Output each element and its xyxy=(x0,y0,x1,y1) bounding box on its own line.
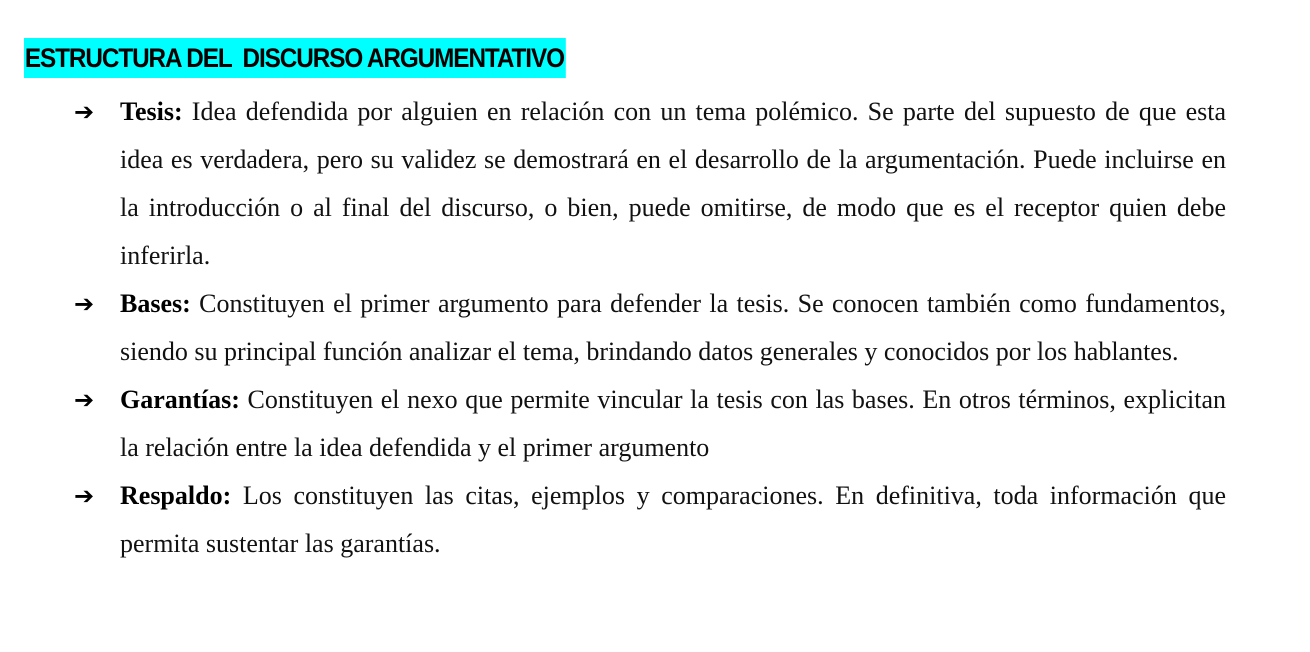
list-item-tesis xyxy=(74,88,1226,280)
list-item-bases xyxy=(74,280,1226,376)
term-definition: Idea defendida por alguien en relación con un tema polémico. Se parte del supuesto de que esta idea es verdadera, pero su validez se demostrará en el desarrollo de la argumentación. Puede incluirse en la introducción o al final del discurso, o bien, puede omitirse, de modo que es el receptor quien debe inferirla. xyxy=(120,97,1226,270)
term-label: Tesis: xyxy=(120,97,183,126)
arrow-bullet-icon: ➔ xyxy=(74,98,95,126)
term-label: Respaldo: xyxy=(120,481,232,510)
arrow-bullet-icon: ➔ xyxy=(74,482,95,510)
list-item-garantias xyxy=(74,376,1226,472)
section-heading: ESTRUCTURA DEL DISCURSO ARGUMENTATIVO xyxy=(24,38,566,78)
term-definition: Constituyen el primer argumento para defender la tesis. Se conocen también como fundamentos, siendo su principal función analizar el tema, brindando datos generales y conocidos por los hablantes. xyxy=(120,289,1226,366)
arrow-bullet-icon: ➔ xyxy=(74,386,95,414)
term-definition: Los constituyen las citas, ejemplos y comparaciones. En definitiva, toda información que permita sustentar las garantías. xyxy=(120,481,1226,558)
term-label: Garantías: xyxy=(120,385,240,414)
list-item-respaldo xyxy=(74,472,1226,568)
arrow-bullet-icon: ➔ xyxy=(74,290,95,318)
term-definition: Constituyen el nexo que permite vincular la tesis con las bases. En otros términos, explicitan la relación entre la idea defendida y el primer argumento xyxy=(120,385,1226,462)
argument-structure-list xyxy=(74,88,1226,568)
term-label: Bases: xyxy=(120,289,191,318)
